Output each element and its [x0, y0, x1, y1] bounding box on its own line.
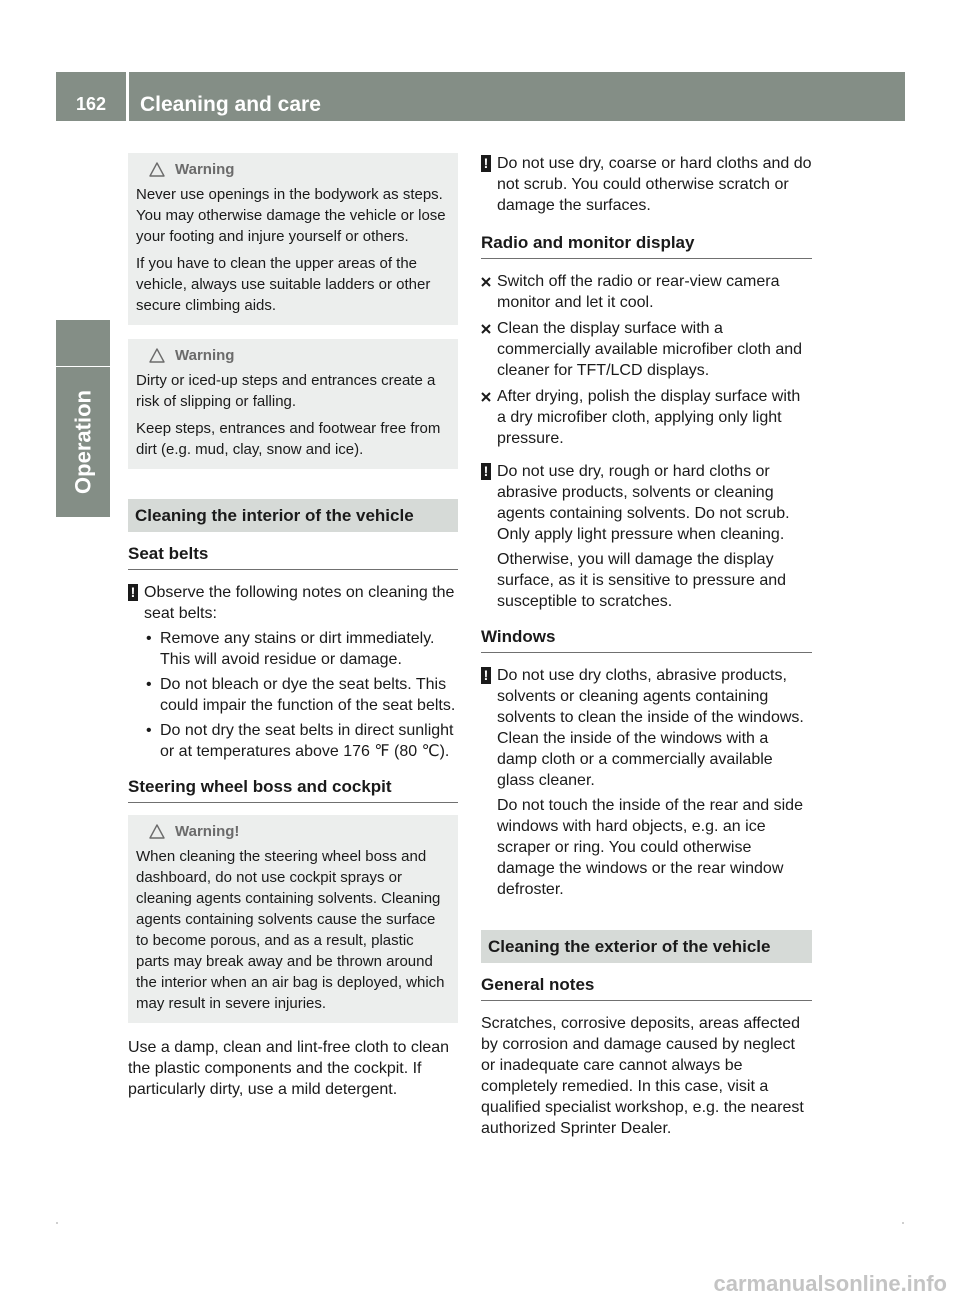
step-text: Clean the display surface with a commercially available microfiber cloth and cleaner for TFT/LCD displays. [497, 320, 803, 379]
warning-text: Dirty or iced-up steps and entrances create a risk of slipping or falling. [136, 372, 436, 410]
step-item [481, 386, 812, 449]
side-tab-block [56, 320, 110, 366]
exclamation-icon: ! [481, 463, 491, 480]
step-text: Switch off the radio or rear-view camera monitor and let it cool. [497, 273, 780, 311]
note-text: Otherwise, you will damage the display surface, as it is sensitive to pressure and susceptible to scratches. [497, 551, 787, 610]
list-item [144, 674, 458, 716]
warning-triangle-icon [149, 162, 165, 177]
heading-general-notes: General notes [481, 974, 812, 1001]
note-text: Do not use dry, coarse or hard cloths and do not scrub. You could otherwise scratch or damage the surfaces. [497, 155, 812, 214]
list-item-text: Remove any stains or dirt immediately. This will avoid residue or damage. [160, 630, 435, 668]
warning-title: Warning [175, 347, 235, 364]
note-display [481, 461, 812, 612]
corner-mark [56, 1222, 58, 1224]
bullet-dot: • [146, 630, 152, 647]
paragraph-cockpit: Use a damp, clean and lint-free cloth to clean the plastic components and the cockpit. If particularly dirty, use a mild detergent. [128, 1039, 450, 1098]
section-title-exterior: Cleaning the exterior of the vehicle [481, 930, 812, 963]
arrow-x-icon [481, 324, 491, 334]
heading-radio-monitor: Radio and monitor display [481, 232, 812, 259]
arrow-x-icon [481, 392, 491, 402]
list-item [144, 720, 458, 762]
side-tab-label: Operation [70, 390, 96, 494]
warning-box-cockpit [128, 815, 458, 1023]
bullet-dot: • [146, 676, 152, 693]
warning-title: Warning [175, 161, 235, 178]
exclamation-icon: ! [128, 584, 138, 601]
right-column [481, 153, 812, 1151]
bullet-dot: • [146, 722, 152, 739]
heading-seat-belts: Seat belts [128, 543, 458, 570]
list-item-text: Do not dry the seat belts in direct sunlight or at temperatures above 176 ℉ (80 ℃). [160, 722, 454, 760]
section-title-interior: Cleaning the interior of the vehicle [128, 499, 458, 532]
note-text: Observe the following notes on cleaning the seat belts: [144, 584, 455, 622]
step-item [481, 318, 812, 381]
note-windows [481, 665, 812, 900]
warning-title: Warning! [175, 823, 240, 840]
side-tab [56, 367, 110, 517]
note-cloths [481, 153, 812, 216]
note-text: Do not use dry, rough or hard cloths or abrasive products, solvents or cleaning agents containing solvents. Do not scrub. Only apply light pressure when cleaning. [497, 463, 790, 543]
paragraph-general: Scratches, corrosive deposits, areas affected by corrosion and damage caused by neglect or inadequate care cannot always be completely remedied. In this case, visit a qualified specialist workshop, e.g. the nearest authorized Sprinter Dealer. [481, 1015, 804, 1137]
warning-triangle-icon [149, 824, 165, 839]
warning-box-steps [128, 153, 458, 325]
chapter-title: Cleaning and care [140, 93, 321, 116]
warning-text: If you have to clean the upper areas of the vehicle, always use suitable ladders or other secure climbing aids. [136, 255, 431, 314]
list-item [144, 628, 458, 670]
watermark: carmanualsonline.info [713, 1271, 947, 1296]
warning-triangle-icon [149, 348, 165, 363]
warning-text: Never use openings in the bodywork as steps. You may otherwise damage the vehicle or lose your footing and injure yourself or others. [136, 186, 446, 245]
arrow-x-icon [481, 277, 491, 287]
warning-text: Keep steps, entrances and footwear free from dirt (e.g. mud, clay, snow and ice). [136, 420, 441, 458]
heading-steering-wheel: Steering wheel boss and cockpit [128, 776, 458, 803]
heading-windows: Windows [481, 626, 812, 653]
exclamation-icon: ! [481, 155, 491, 172]
header-divider [126, 72, 129, 121]
note-text: Do not touch the inside of the rear and side windows with hard objects, e.g. an ice scraper or ring. You could otherwise damage the windows or the rear window defroster. [497, 797, 803, 898]
step-item [481, 271, 812, 313]
warning-text: When cleaning the steering wheel boss and dashboard, do not use cockpit sprays or cleaning agents containing solvents. Cleaning agents containing solvents cause the surface to become porous, and as a result, plastic parts may break away and be thrown around the interior when an air bag is deployed, which may result in severe injuries. [136, 848, 445, 1012]
corner-mark [902, 1222, 904, 1224]
page-number: 162 [75, 94, 107, 114]
exclamation-icon: ! [481, 667, 491, 684]
note-text: Do not use dry cloths, abrasive products, solvents or cleaning agents containing solvents to clean the inside of the windows. Clean the inside of the windows with a damp cloth or a commercially available glass cleaner. [497, 667, 804, 789]
left-column [128, 153, 458, 1112]
warning-box-slipping [128, 339, 458, 469]
list-item-text: Do not bleach or dye the seat belts. This could impair the function of the seat belts. [160, 676, 456, 714]
step-text: After drying, polish the display surface with a dry microfiber cloth, applying only light pressure. [497, 388, 801, 447]
note-seat-belts [128, 582, 458, 762]
